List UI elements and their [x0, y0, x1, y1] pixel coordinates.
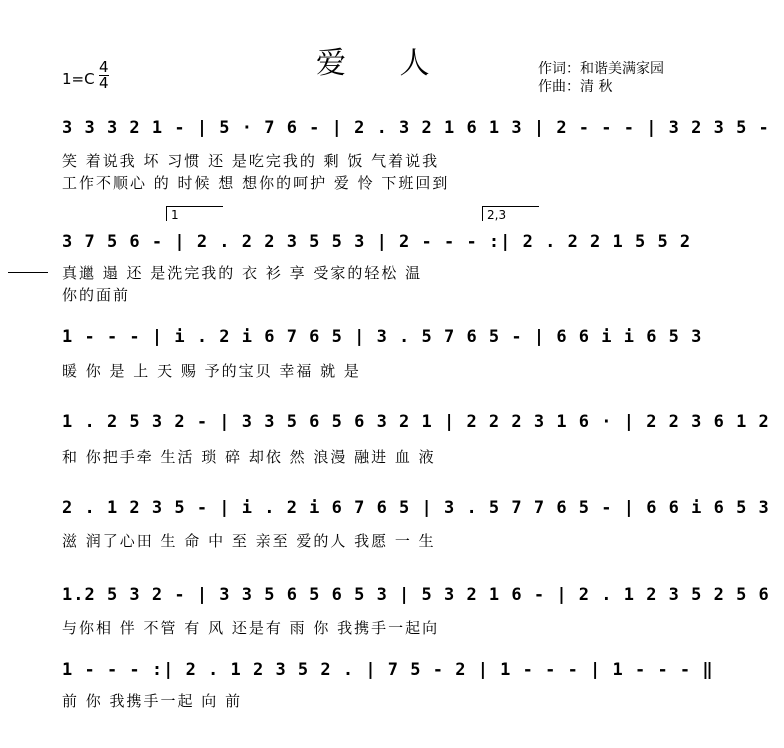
lyric-row-4: 和 你把手牵 生活 琐 碎 却依 然 浪漫 融进 血 液 [62, 448, 436, 466]
time-signature [99, 60, 109, 91]
volta-bracket-2 [482, 206, 539, 221]
notation-row-1: 3 3 3 2 1 - | 5 · 7 6 - | 2 . 3 2 1 6 1 3 | 2 - - - | 3 2 3 5 - [62, 118, 770, 138]
notation-row-6: 1.2 5 3 2 - | 3 3 5 6 5 6 5 3 | 5 3 2 1 6 - | 2 . 1 2 3 5 2 5 6 [62, 585, 770, 605]
composer-credit: 作曲：清 秋 [538, 79, 613, 95]
notation-row-3: 1 - - - | i . 2 i 6 7 6 5 | 3 . 5 7 6 5 - | 6 6 i i 6 5 3 [62, 327, 703, 347]
lyric-row-1-verse-1: 笑 着说我 坏 习惯 还 是吃完我的 剩 饭 气着说我 [62, 152, 440, 170]
key-signature: 1=C [62, 70, 95, 88]
notation-row-5: 2 . 1 2 3 5 - | i . 2 i 6 7 6 5 | 3 . 5 7 7 6 5 - | 6 6 i 6 5 3 [62, 498, 770, 518]
lyricist-credit: 作词：和谐美满家园 [538, 61, 664, 77]
volta-label-1: 1 [171, 208, 179, 222]
lyric-row-2-verse-1: 真邋 遢 还 是洗完我的 衣 衫 享 受家的轻松 温 [62, 264, 423, 282]
lyric-row-6: 与你相 伴 不管 有 风 还是有 雨 你 我携手一起向 [62, 619, 440, 637]
volta-label-2: 2,3 [487, 208, 507, 222]
time-signature-top: 4 [99, 58, 109, 76]
notation-row-4: 1 . 2 5 3 2 - | 3 3 5 6 5 6 3 2 1 | 2 2 2 3 1 6 · | 2 2 3 6 1 2 [62, 412, 770, 432]
notation-row-2: 3 7 5 6 - | 2 . 2 2 3 5 5 3 | 2 - - - :| 2 . 2 2 1 5 5 2 [62, 232, 692, 252]
notation-row-7: 1 - - - :| 2 . 1 2 3 5 2 . | 7 5 - 2 | 1 - - - | 1 - - - ‖ [62, 660, 714, 680]
lyric-row-1-verse-2: 工作不顺心 的 时候 想 想你的呵护 爱 怜 下班回到 [62, 174, 450, 192]
lyric-row-5: 滋 润了心田 生 命 中 至 亲至 爱的人 我愿 一 生 [62, 532, 436, 550]
time-signature-bottom: 4 [99, 74, 109, 92]
lyric-row-3: 暖 你 是 上 天 赐 予的宝贝 幸福 就 是 [62, 362, 361, 380]
lyric-row-2-verse-2: 你的面前 [62, 286, 131, 304]
song-title: 爱 人 [316, 46, 452, 81]
margin-mark [8, 272, 48, 273]
volta-bracket-1 [166, 206, 223, 221]
lyric-row-7: 前 你 我携手一起 向 前 [62, 692, 243, 710]
